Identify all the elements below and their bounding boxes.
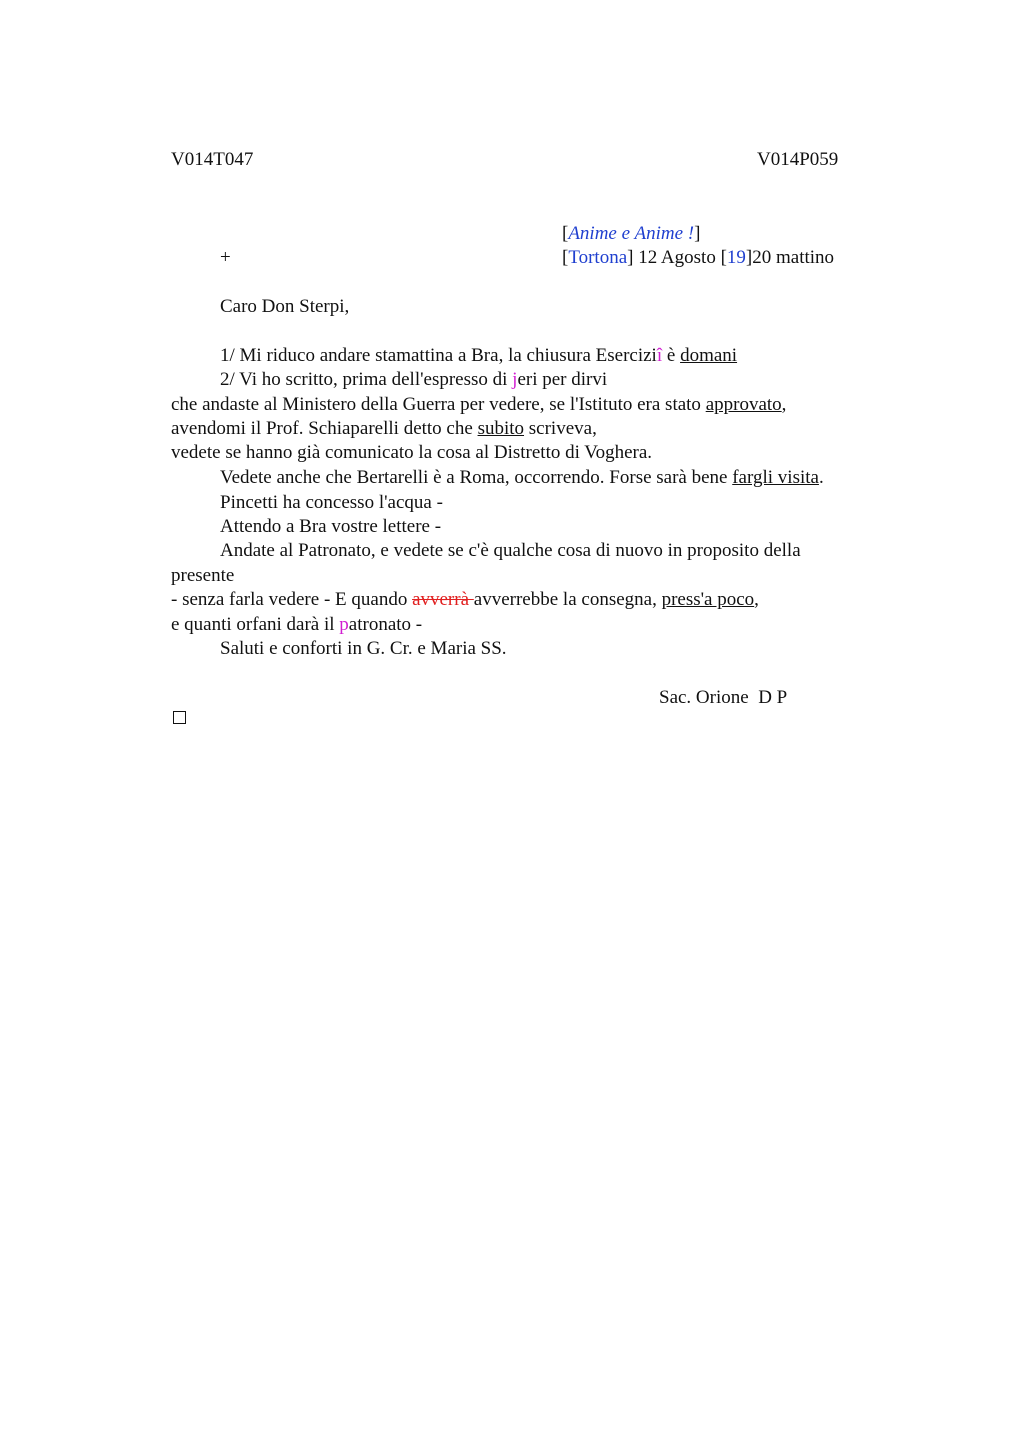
body-line-6 [220,468,824,487]
body-line-1-a: 1/ Mi riduco andare stamattina a Bra, la chiusura Esercizi [220,345,657,366]
dateline-place: Tortona [568,247,628,268]
body-line-3-a: che andaste al Ministero della Guerra per vedere, se l'Istituto era stato [171,394,706,415]
body-line-12-c: atronato - [348,614,423,635]
dateline-bracket-open: [ [562,247,569,268]
body-line-7: Pincetti ha concesso l'acqua - [220,492,443,513]
dateline [562,248,834,267]
body-line-4-a: avendomi il Prof. Schiaparelli detto che [171,418,478,439]
motto-bracket-open: [ [562,223,569,244]
code-left: V014T047 [171,149,254,170]
signature: Sac. Orione D P [659,687,788,708]
salutation: Caro Don Sterpi, [220,296,350,317]
cross-mark: + [220,247,231,268]
dateline-mid: ] 12 Agosto [ [627,247,727,268]
body-line-11-deleted: avverrà [412,589,474,610]
body-line-1-underlined: domani [680,345,738,366]
body-line-2-correction: j [512,369,518,390]
body-line-5: vedete se hanno già comunicato la cosa al Distretto di Voghera. [171,442,653,463]
body-line-2-c: eri per dirvi [517,369,608,390]
body-line-11-a: - senza farla vedere - E quando [171,589,413,610]
body-line-4 [171,419,597,438]
body-line-12-a: e quanti orfani darà il [171,614,340,635]
body-line-11-c: avverrebbe la consegna, [473,589,662,610]
dateline-end: ]20 mattino [745,247,835,268]
body-line-13: Saluti e conforti in G. Cr. e Maria SS. [220,638,507,659]
body-line-6-a: Vedete anche che Bertarelli è a Roma, occorrendo. Forse sarà bene [220,467,733,488]
motto [562,224,700,243]
body-line-8: Attendo a Bra vostre lettere - [220,516,442,537]
dateline-century: 19 [726,247,746,268]
body-line-12 [171,615,422,634]
body-line-1-correction: î [656,345,663,366]
body-line-1 [220,346,737,365]
body-line-10: presente [171,565,235,586]
body-line-3 [171,395,786,414]
body-line-12-correction: p [339,614,349,635]
checkbox-square-icon [173,711,186,724]
body-line-4-underlined: subito [477,418,525,439]
body-line-1-c: è [662,345,681,366]
body-line-4-c: scriveva, [524,418,597,439]
motto-bracket-close: ] [694,223,701,244]
body-line-2 [220,370,607,389]
body-line-9: Andate al Patronato, e vedete se c'è qualche cosa di nuovo in proposito della [220,540,801,561]
body-line-11-e: , [754,589,759,610]
body-line-3-c: , [781,394,787,415]
body-line-6-underlined: fargli visita [732,467,819,488]
body-line-3-underlined: approvato [705,394,782,415]
body-line-2-a: 2/ Vi ho scritto, prima dell'espresso di [220,369,513,390]
body-line-11 [171,590,759,609]
body-line-11-underlined: press'a poco [661,589,755,610]
body-line-6-c: . [818,467,824,488]
motto-text: Anime e Anime ! [568,223,695,244]
code-right: V014P059 [757,149,839,170]
